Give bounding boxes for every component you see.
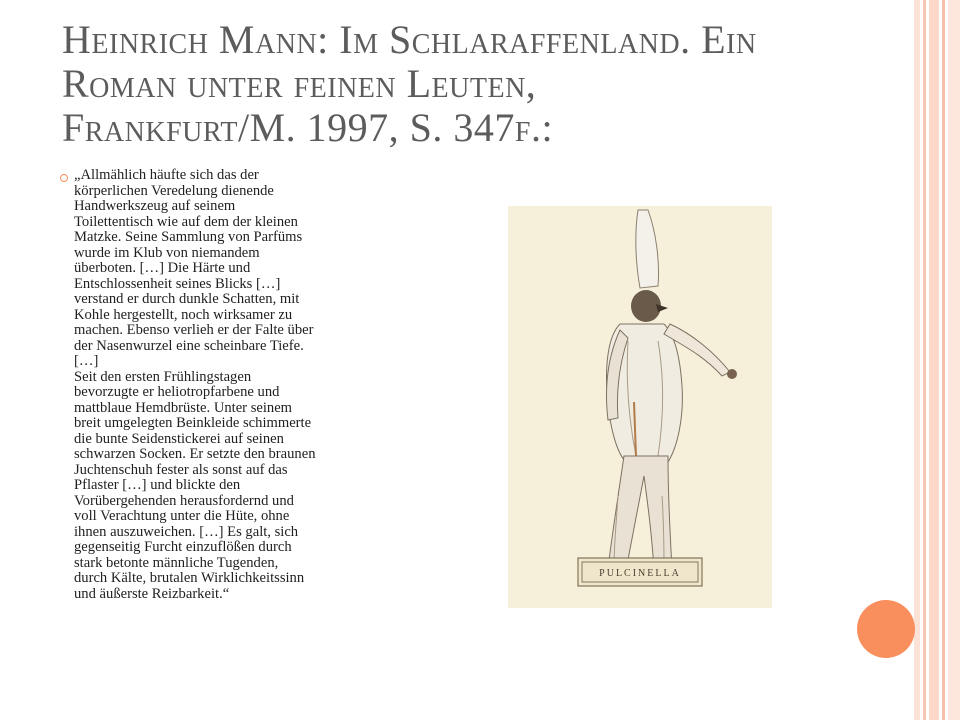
- stripe: [923, 0, 926, 720]
- title-line: Frankfurt/M. 1997, S. 347f.:: [62, 105, 554, 150]
- bullet-icon: [60, 174, 68, 182]
- pulcinella-illustration: [508, 206, 772, 608]
- pulcinella-figure-icon: [508, 206, 772, 608]
- title-line: Roman unter feinen Leuten,: [62, 61, 537, 106]
- stripe: [914, 0, 920, 720]
- quote-text: „Allmählich häufte sich das der körperlichen Veredelung dienende Handwerkszeug auf seinem Toilettentisch wie auf dem der kleinen Matzke. Seine Sammlung von Parfüms wurde im Klub von niemandem überboten. […] Die Härte und Entschlossenheit seines Blicks […] verstand er durch dunkle Schatten, mit Kohle hergestellt, noch wirksamer zu machen. Ebenso verlieh er der Falte über der Nasenwurzel eine scheinbare Tiefe. […] Seit den ersten Frühlingstagen bevorzugte er heliotropfarbene und mattblaue Hemdbrüste. Unter seinem breit umgelegten Beinkleide schimmerte die bunte Seidenstickerei auf seinen schwarzen Socken. Er setzte den braunen Juchtenschuh fester als sonst auf das Pflaster […] und blickte den Vorübergehenden herausfordernd und voll Verachtung unter die Hüte, ohne ihnen auszuweichen. […] Es galt, sich gegenseitig Furcht einzuflößen durch stark betonte männliche Tugenden, durch Kälte, brutalen Wirklichkeitssinn und äußerste Reizbarkeit.“: [74, 167, 316, 602]
- stripe: [942, 0, 945, 720]
- bullet-item: [56, 168, 436, 602]
- figure-caption: PULCINELLA: [599, 568, 681, 579]
- bullet-list: [56, 168, 436, 602]
- stripe: [929, 0, 939, 720]
- slide-title: [62, 18, 862, 150]
- decorative-stripes: [914, 0, 960, 720]
- title-line: Heinrich Mann: Im Schlaraffenland. Ein: [62, 17, 757, 62]
- accent-circle: [857, 600, 915, 658]
- stripe: [948, 0, 960, 720]
